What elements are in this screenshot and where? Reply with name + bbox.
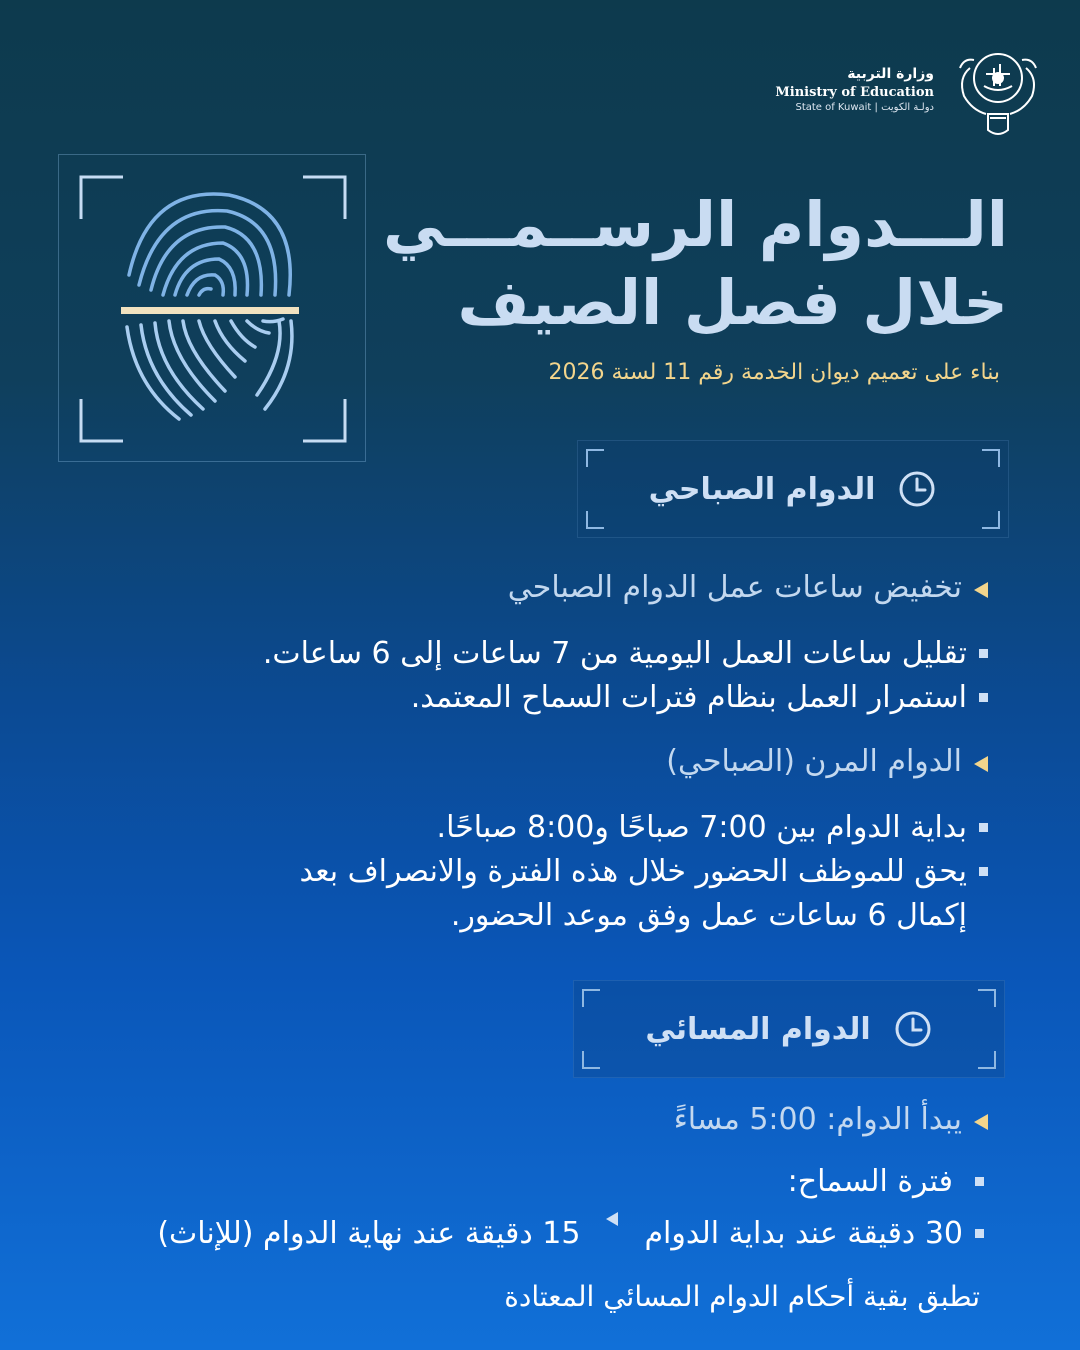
title-block [368, 186, 1008, 341]
list-item-continuation [451, 894, 967, 938]
square-bullet-icon [975, 1177, 984, 1186]
list-item [437, 806, 988, 850]
header [775, 38, 1046, 142]
reduce-heading: تخفيض ساعات عمل الدوام الصباحي [507, 570, 962, 605]
subtitle: بناء على تعميم ديوان الخدمة رقم 11 لسنة 2026 [548, 360, 1000, 385]
triangle-bullet-icon [974, 582, 988, 598]
grace-start: 30 دقيقة عند بداية الدوام [644, 1216, 963, 1251]
list-item [411, 676, 988, 720]
ministry-text [775, 65, 934, 115]
morning-section-box [577, 440, 1009, 538]
kuwait-emblem-icon [950, 38, 1046, 142]
clock-icon [893, 1009, 933, 1049]
flex-heading-row [666, 744, 988, 779]
morning-section-label: الدوام الصباحي [648, 471, 876, 507]
clock-icon [897, 469, 937, 509]
triangle-bullet-icon [974, 756, 988, 772]
flex-heading: الدوام المرن (الصباحي) [666, 744, 962, 779]
bullet-text: بداية الدوام بين 7:00 صباحًا و8:00 صباحًا. [436, 810, 967, 845]
reduce-heading-row [508, 570, 988, 605]
grace-label: فترة السماح: [787, 1164, 953, 1199]
grace-end: 15 دقيقة عند نهاية الدوام (للإناث) [157, 1216, 581, 1251]
evening-section-box [573, 980, 1005, 1078]
ministry-name-ar: وزارة التربية [847, 66, 934, 83]
square-bullet-icon [979, 649, 988, 658]
fingerprint-icon [59, 155, 367, 463]
scan-line [121, 307, 299, 314]
list-item [263, 632, 988, 676]
square-bullet-icon [979, 823, 988, 832]
ministry-name-en: Ministry of Education [775, 84, 934, 100]
triangle-separator-icon [606, 1212, 618, 1226]
square-bullet-icon [975, 1229, 984, 1238]
start-heading-row [674, 1102, 988, 1137]
square-bullet-icon [979, 867, 988, 876]
bullet-text: يحق للموظف الحضور خلال هذه الفترة والانصراف بعد [299, 854, 967, 889]
bullet-text: إكمال 6 ساعات عمل وفق موعد الحضور. [450, 898, 967, 933]
triangle-bullet-icon [974, 1114, 988, 1130]
bullet-text: تقليل ساعات العمل اليومية من 7 ساعات إلى 6 ساعات. [262, 636, 967, 671]
state-line: State of Kuwait | دولـة الكويت [795, 102, 934, 114]
bullet-text: استمرار العمل بنظام فترات السماح المعتمد. [410, 680, 967, 715]
square-bullet-icon [979, 693, 988, 702]
list-item [299, 850, 988, 894]
start-heading: يبدأ الدوام: 5:00 مساءً [673, 1102, 962, 1137]
footer-note: تطبق بقية أحكام الدوام المسائي المعتادة [504, 1280, 980, 1313]
list-item [157, 1212, 984, 1256]
evening-section-label: الدوام المسائي [645, 1011, 871, 1047]
title-line-2: خلال فصل الصيف [457, 265, 1008, 339]
list-item [788, 1160, 984, 1204]
fingerprint-frame [58, 154, 366, 462]
title-line-1: الـــدوام الرســمـــي [382, 188, 1008, 261]
